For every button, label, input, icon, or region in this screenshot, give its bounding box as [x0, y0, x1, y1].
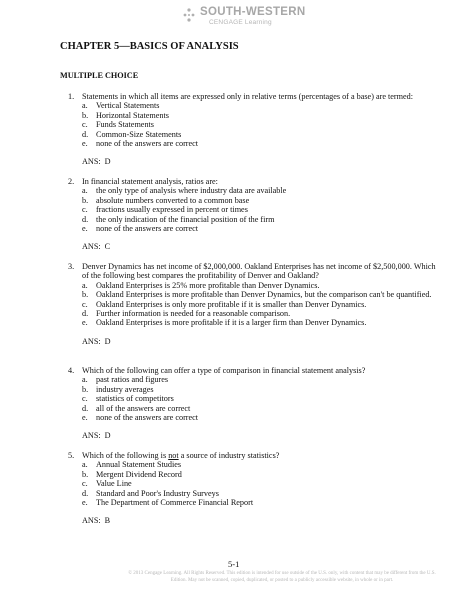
question-text: Which of the following is not a source of industry statistics?	[82, 451, 280, 460]
choice-b: b. Oakland Enterprises is more profitable than Denver Dynamics, but the comparison can't be quantified.	[82, 290, 432, 300]
choice-d: d. all of the answers are correct	[82, 403, 191, 413]
answer-line: ANS: D	[82, 336, 111, 346]
question-text: Statements in which all items are expressed only in relative terms (percentages of a base) are termed:	[82, 92, 414, 101]
cengage-star-icon	[182, 7, 196, 23]
publisher-brand: SOUTH-WESTERN	[200, 6, 306, 18]
choice-c: c. statistics of competitors	[82, 394, 174, 404]
answer-value: D	[104, 431, 111, 441]
choice-b: b. Mergent Dividend Record	[82, 469, 182, 479]
choice-a: a. past ratios and figures	[82, 375, 169, 385]
choice-c: c. Value Line	[82, 479, 132, 489]
choice-d: d. Common-Size Statements	[82, 129, 182, 139]
question-5	[68, 451, 438, 526]
answer-line: ANS: D	[82, 157, 111, 167]
choice-a: a. Vertical Statements	[82, 101, 160, 111]
choice-c: c. Oakland Enterprises is only more profitable if it is smaller than Denver Dynamics.	[82, 299, 367, 309]
choice-a: a. Oakland Enterprises is 25% more profitable than Denver Dynamics.	[82, 280, 320, 290]
page-number: 5-1	[228, 559, 240, 569]
question-number: 2.	[68, 177, 75, 186]
choice-d: d. the only indication of the financial position of the firm	[82, 214, 275, 224]
answer-line: ANS: C	[82, 242, 111, 252]
answer-value: D	[104, 157, 111, 167]
answer-value: C	[104, 242, 111, 252]
choice-a: a. the only type of analysis where industry data are available	[82, 186, 287, 196]
choice-e: e. Oakland Enterprises is more profitable if it is a larger firm than Denver Dynamics.	[82, 318, 367, 328]
answer-value: B	[104, 516, 111, 526]
question-4	[68, 366, 438, 441]
choice-c: c. Funds Statements	[82, 120, 154, 130]
choice-b: b. Horizontal Statements	[82, 110, 169, 120]
question-number: 1.	[68, 92, 75, 101]
question-number: 4.	[68, 366, 75, 375]
question-stem	[68, 92, 438, 101]
choice-d: d. Further information is needed for a reasonable comparison.	[82, 309, 291, 319]
question-2	[68, 177, 438, 252]
choice-a: a. Annual Statement Studies	[82, 460, 182, 470]
publisher-sub-brand: CENGAGE Learning	[209, 19, 272, 26]
choice-e: e. none of the answers are correct	[82, 224, 199, 234]
question-text: Which of the following can offer a type of comparison in financial statement analysis?	[82, 366, 366, 375]
question-number: 3.	[68, 262, 75, 271]
question-text: Denver Dynamics has net income of $2,000,000. Oakland Enterprises has net income of $2,500,000. Which of the following best compares the profitability of Denver and Oakland?	[82, 262, 436, 281]
section-title: MULTIPLE CHOICE	[60, 71, 139, 80]
question-1	[68, 92, 438, 167]
chapter-title: CHAPTER 5—BASICS OF ANALYSIS	[60, 41, 239, 52]
question-stem	[68, 177, 438, 186]
choice-b: b. industry averages	[82, 384, 154, 394]
choice-e: e. The Department of Commerce Financial Report	[82, 498, 254, 508]
question-3	[68, 262, 438, 346]
answer-line: ANS: B	[82, 516, 111, 526]
copyright-footer: © 2013 Cengage Learning. All Rights Reserved. This edition is intended for use outside of the U.S. only, with content that may be different from the U.S. Edition. May not be scanned, copied, duplicated, or posted to a publicly accessible website, in whole or in part.	[128, 571, 436, 583]
answer-value: D	[104, 336, 111, 346]
choice-e: e. none of the answers are correct	[82, 413, 199, 423]
question-stem	[68, 451, 438, 460]
question-stem	[68, 366, 438, 375]
choice-d: d. Standard and Poor's Industry Surveys	[82, 488, 219, 498]
choice-b: b. absolute numbers converted to a common base	[82, 195, 250, 205]
question-text: In financial statement analysis, ratios are:	[82, 177, 218, 186]
choice-e: e. none of the answers are correct	[82, 139, 199, 149]
choice-c: c. fractions usually expressed in percent or times	[82, 205, 248, 215]
emphasis-not: not	[168, 451, 179, 460]
question-stem	[68, 262, 438, 281]
publisher-logo	[182, 5, 312, 29]
question-number: 5.	[68, 451, 75, 460]
answer-line: ANS: D	[82, 431, 111, 441]
